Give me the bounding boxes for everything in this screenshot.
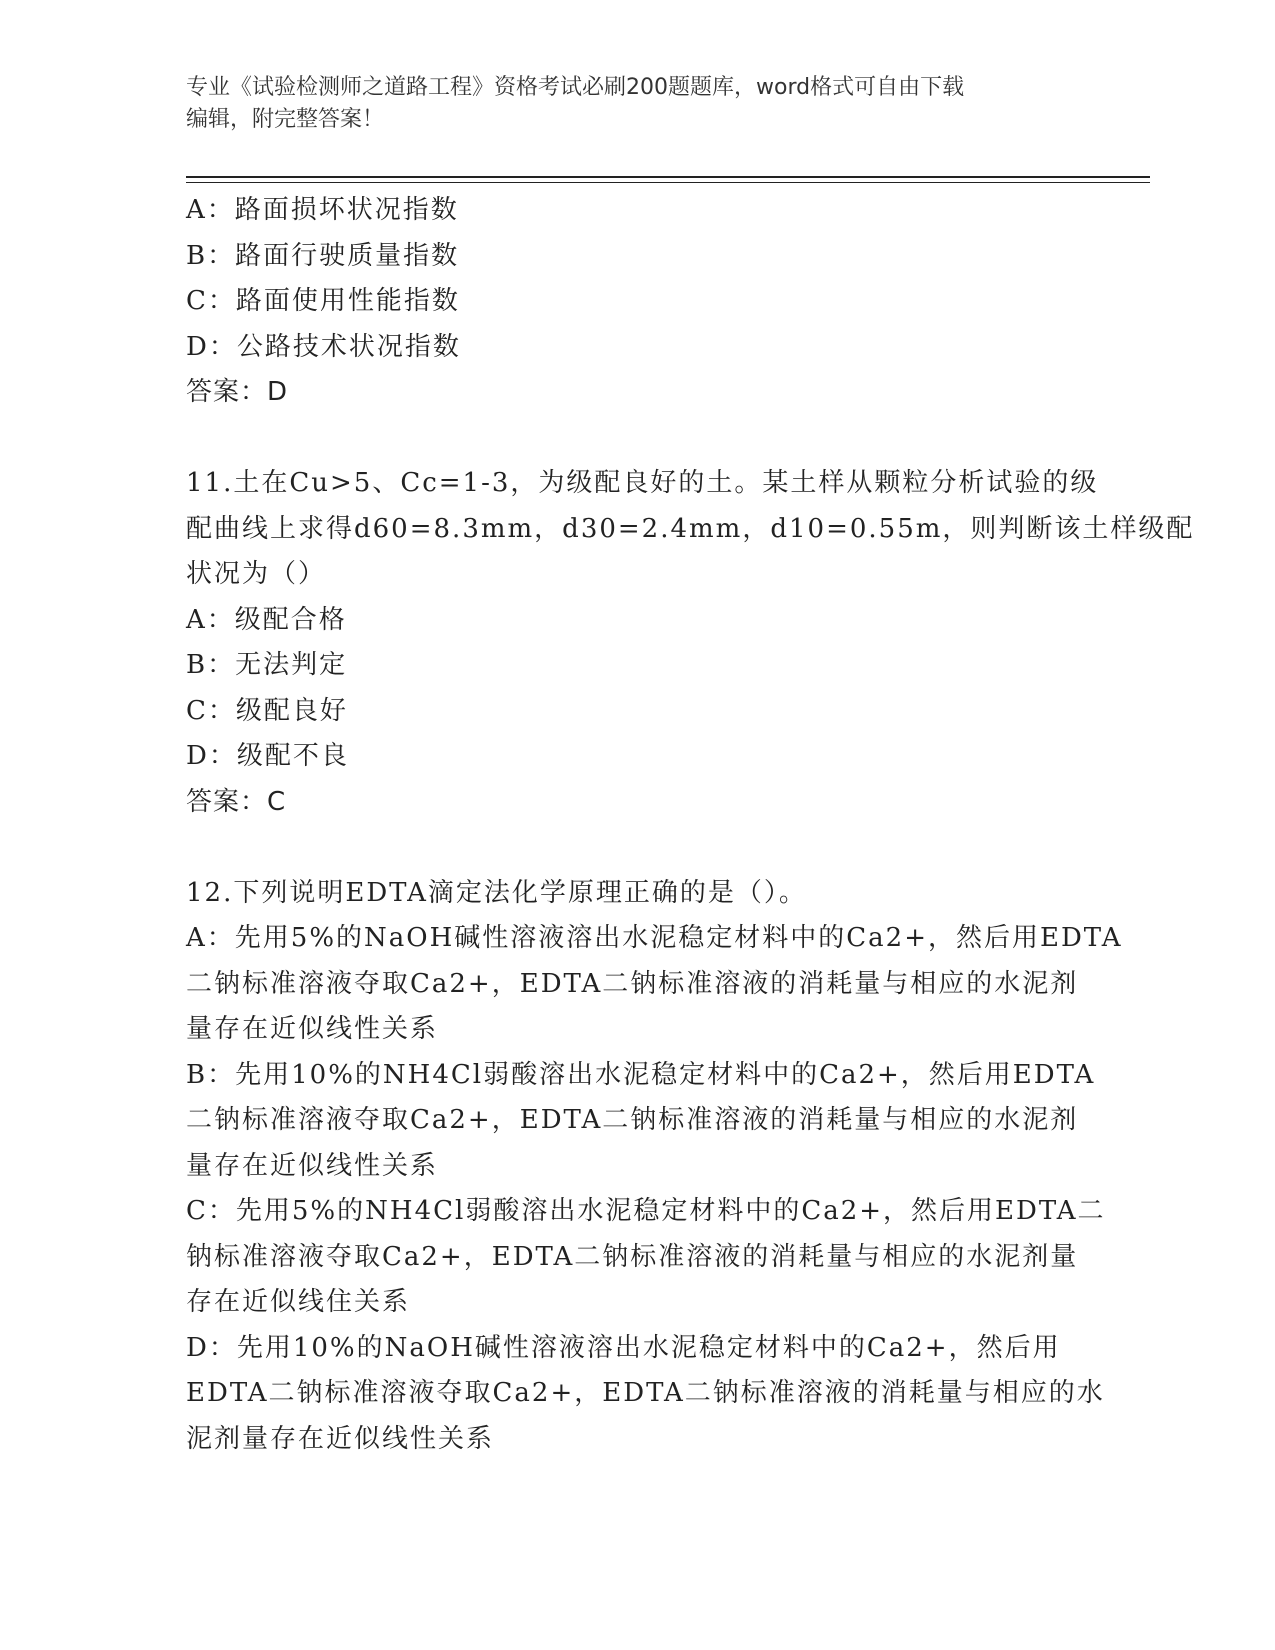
option-d: D：公路技术状况指数 (186, 331, 461, 362)
option-d: D：级配不良 (186, 741, 349, 771)
option-c-line: 钠标准溶液夺取Ca2+，EDTA二钠标准溶液的消耗量与相应的水泥剂量 (186, 1241, 1079, 1272)
option-a-line: 二钠标准溶液夺取Ca2+，EDTA二钠标准溶液的消耗量与相应的水泥剂 (186, 968, 1079, 999)
option-a: A：路面损坏状况指数 (186, 195, 459, 225)
answer: 答案：C (186, 786, 287, 817)
header-divider-thick (186, 176, 1150, 178)
option-b: B：路面行驶质量指数 (186, 240, 460, 271)
question-content (186, 188, 1195, 1462)
option-b: B：无法判定 (186, 650, 348, 680)
option-d-line: D：先用10%的NaOH碱性溶液溶出水泥稳定材料中的Ca2+，然后用 (186, 1332, 1061, 1363)
option-a-line: 量存在近似线性关系 (186, 1014, 439, 1044)
option-c-line: 存在近似线住关系 (186, 1287, 411, 1317)
question-10 (186, 188, 1086, 416)
option-c-line: C：先用5%的NH4Cl弱酸溶出水泥稳定材料中的Ca2+，然后用EDTA二 (186, 1196, 1106, 1226)
question-text-line: 11.土在Cu>5、Cc=1-3，为级配良好的土。某土样从颗粒分析试验的级 (186, 468, 1099, 498)
option-b-line: 二钠标准溶液夺取Ca2+，EDTA二钠标准溶液的消耗量与相应的水泥剂 (186, 1105, 1079, 1135)
option-c: C：级配良好 (186, 695, 348, 726)
header-line-2: 编辑，附完整答案！ (186, 107, 385, 132)
header-divider-thin (186, 182, 1150, 183)
option-a: A：级配合格 (186, 604, 347, 635)
option-d-line: 泥剂量存在近似线性关系 (186, 1423, 495, 1454)
header-line-1: 专业《试验检测师之道路工程》资格考试必刷200题题库，word格式可自由下载 (186, 75, 965, 100)
document-header (186, 72, 1086, 136)
question-text-line: 状况为（） (186, 559, 327, 589)
option-d-line: EDTA二钠标准溶液夺取Ca2+，EDTA二钠标准溶液的消耗量与相应的水 (186, 1378, 1105, 1408)
question-text-line: 12.下列说明EDTA滴定法化学原理正确的是（）。 (186, 877, 807, 908)
question-text-line: 配曲线上求得d60=8.3mm，d30=2.4mm，d10=0.55m，则判断该土样级配 (186, 513, 1195, 544)
option-b-line: B：先用10%的NH4Cl弱酸溶出水泥稳定材料中的Ca2+，然后用EDTA (186, 1059, 1096, 1090)
answer: 答案：D (186, 377, 289, 407)
spacer (186, 416, 1086, 462)
option-b-line: 量存在近似线性关系 (186, 1150, 439, 1181)
option-c: C：路面使用性能指数 (186, 286, 460, 316)
question-12 (186, 871, 1123, 1463)
spacer (186, 825, 1086, 871)
question-11 (186, 461, 1195, 825)
option-a-line: A：先用5%的NaOH碱性溶液溶出水泥稳定材料中的Ca2+，然后用EDTA (186, 923, 1123, 953)
